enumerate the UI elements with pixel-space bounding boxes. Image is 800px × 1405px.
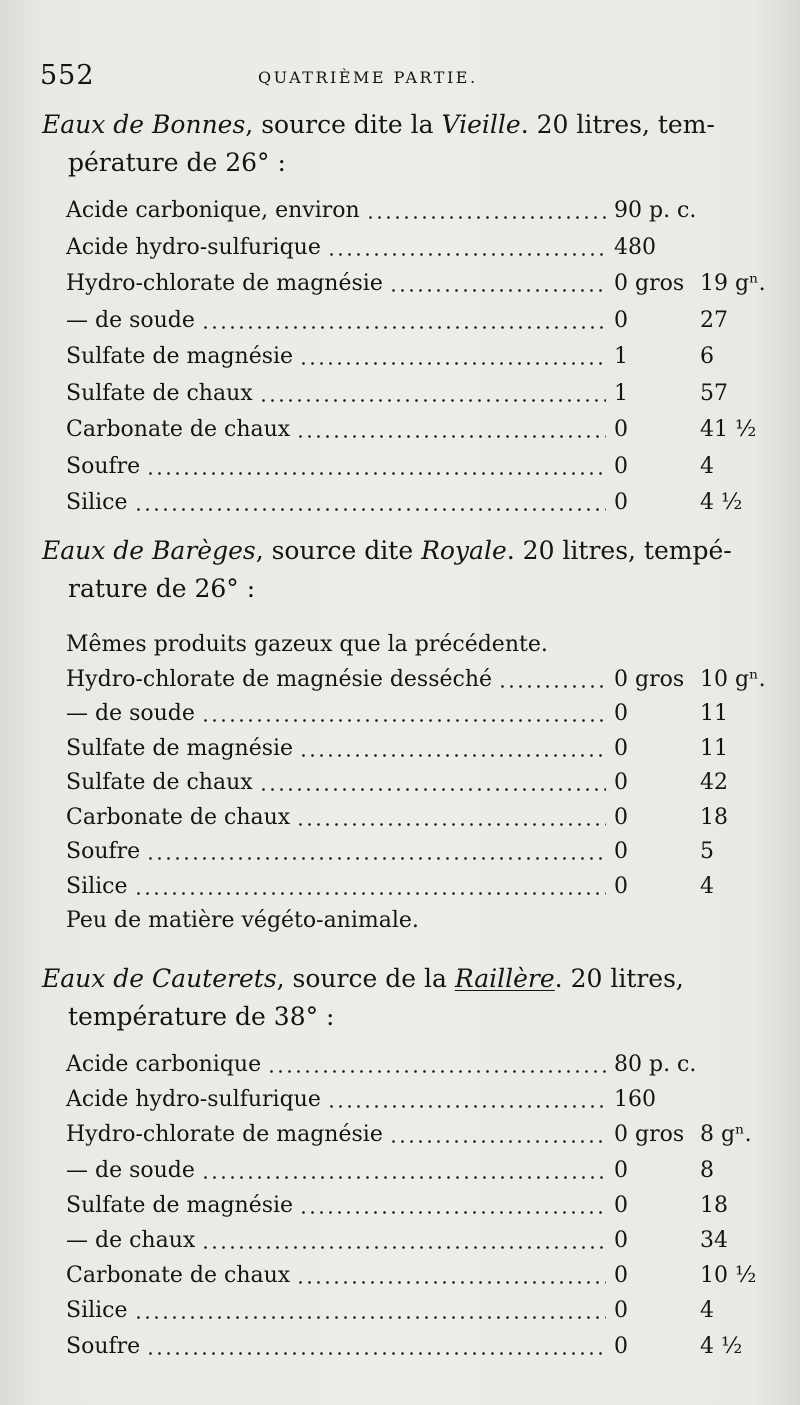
table-row	[0, 632, 800, 662]
dot-leader	[259, 399, 606, 402]
dot-leader	[201, 719, 606, 722]
quantity-secondary: 6	[700, 344, 714, 369]
table-row	[0, 417, 800, 447]
dot-leader	[267, 1070, 606, 1073]
section-title-line2: pérature de 26° :	[68, 148, 286, 177]
table-row	[0, 490, 800, 520]
quantity-primary: 80 p. c.	[614, 1052, 697, 1077]
quantity-primary: 0	[614, 1263, 628, 1289]
table-row	[0, 198, 800, 228]
substance-name: Soufre	[66, 1333, 141, 1359]
substance-name: Sulfate de magnésie	[66, 735, 294, 761]
table-row	[0, 1263, 800, 1293]
quantity-secondary: 8 gⁿ.	[700, 1122, 752, 1148]
quantity-primary: 1	[614, 380, 628, 406]
quantity-secondary: 8	[700, 1157, 714, 1183]
quantity-primary: 0	[614, 1157, 628, 1183]
dot-leader	[259, 788, 606, 791]
table-row	[0, 839, 800, 869]
quantity-secondary: 34	[700, 1228, 728, 1253]
quantity-primary: 1	[614, 344, 628, 369]
quantity-secondary: 10 ½	[700, 1263, 757, 1289]
table-row	[0, 308, 800, 338]
dot-leader	[299, 1211, 606, 1214]
table-row	[0, 1193, 800, 1223]
table-row	[0, 805, 800, 835]
dot-leader	[366, 216, 606, 219]
quantity-secondary: 11	[700, 701, 728, 726]
dot-leader	[299, 362, 606, 365]
dot-leader	[134, 892, 606, 895]
section-title: Eaux de Barèges, source dite Royale. 20 litres, tempé-	[42, 536, 732, 565]
quantity-primary: 0	[614, 701, 628, 726]
substance-name: Mêmes produits gazeux que la précédente.	[66, 632, 548, 657]
substance-name: Acide hydro-sulfurique	[66, 234, 321, 260]
quantity-primary: 0	[614, 1228, 628, 1253]
quantity-secondary: 41 ½	[700, 417, 757, 442]
quantity-primary: 0	[614, 307, 628, 333]
quantity-primary: 0	[614, 417, 628, 442]
quantity-secondary: 10 gⁿ.	[700, 666, 766, 692]
table-row	[0, 736, 800, 766]
substance-name: Hydro-chlorate de magnésie	[66, 1122, 383, 1148]
table-row	[0, 874, 800, 904]
dot-leader	[146, 857, 606, 860]
quantity-primary: 0	[614, 1192, 628, 1218]
dot-leader	[146, 472, 606, 475]
substance-name: Peu de matière végéto-animale.	[66, 908, 419, 933]
table-row	[0, 271, 800, 301]
quantity-primary: 0	[614, 770, 628, 795]
quantity-primary: 0 gros	[614, 1122, 685, 1148]
substance-name: — de soude	[66, 307, 195, 333]
substance-name: Silice	[66, 873, 128, 899]
table-row	[0, 235, 800, 265]
dot-leader	[498, 685, 606, 688]
dot-leader	[134, 1316, 606, 1319]
table-row	[0, 344, 800, 374]
dot-leader	[296, 1281, 606, 1284]
quantity-primary: 0 gros	[614, 666, 685, 692]
substance-name: Sulfate de magnésie	[66, 344, 294, 369]
substance-name: — de soude	[66, 1157, 195, 1183]
quantity-primary: 480	[614, 234, 656, 260]
dot-leader	[389, 289, 606, 292]
table-row	[0, 1228, 800, 1258]
page-number: 552	[40, 60, 95, 91]
substance-name: Acide carbonique, environ	[66, 198, 360, 223]
substance-name: Silice	[66, 490, 128, 515]
substance-name: Silice	[66, 1298, 128, 1324]
table-row	[0, 1122, 800, 1152]
substance-name: Hydro-chlorate de magnésie desséché	[66, 666, 493, 692]
dot-leader	[146, 1352, 606, 1355]
quantity-primary: 0	[614, 490, 628, 515]
quantity-secondary: 27	[700, 307, 728, 333]
substance-name: Soufre	[66, 839, 141, 864]
dot-leader	[299, 754, 606, 757]
dot-leader	[327, 1105, 606, 1108]
quantity-secondary: 57	[700, 380, 728, 406]
table-row	[0, 1052, 800, 1082]
dot-leader	[296, 435, 606, 438]
quantity-primary: 0	[614, 839, 628, 864]
substance-name: Sulfate de chaux	[66, 770, 253, 795]
quantity-secondary: 11	[700, 735, 728, 761]
running-title: QUATRIÈME PARTIE.	[258, 68, 478, 87]
quantity-secondary: 19 gⁿ.	[700, 271, 766, 296]
table-row	[0, 667, 800, 697]
quantity-primary: 0	[614, 1298, 628, 1324]
dot-leader	[296, 823, 606, 826]
dot-leader	[134, 508, 606, 511]
table-row	[0, 1298, 800, 1328]
table-row	[0, 1158, 800, 1188]
quantity-secondary: 4 ½	[700, 490, 743, 515]
substance-name: Acide hydro-sulfurique	[66, 1087, 321, 1113]
quantity-primary: 90 p. c.	[614, 198, 697, 223]
quantity-secondary: 4	[700, 453, 714, 479]
table-row	[0, 701, 800, 731]
substance-name: Carbonate de chaux	[66, 804, 291, 830]
substance-name: Carbonate de chaux	[66, 1263, 291, 1289]
dot-leader	[201, 1176, 606, 1179]
quantity-primary: 0 gros	[614, 271, 685, 296]
quantity-primary: 0	[614, 735, 628, 761]
substance-name: — de soude	[66, 701, 195, 726]
table-row	[0, 1334, 800, 1364]
substance-name: — de chaux	[66, 1228, 196, 1253]
table-row	[0, 454, 800, 484]
quantity-secondary: 4	[700, 1298, 714, 1324]
quantity-secondary: 18	[700, 1192, 728, 1218]
quantity-secondary: 42	[700, 770, 728, 795]
quantity-primary: 0	[614, 873, 628, 899]
section-title-line2: rature de 26° :	[68, 574, 256, 603]
page-header	[0, 60, 800, 100]
section-title-line2: température de 38° :	[68, 1002, 335, 1031]
quantity-secondary: 5	[700, 839, 714, 864]
section-title: Eaux de Bonnes, source dite la Vieille. 20 litres, tem-	[42, 110, 715, 139]
table-row	[0, 1087, 800, 1117]
substance-name: Carbonate de chaux	[66, 417, 291, 442]
table-row	[0, 908, 800, 938]
quantity-primary: 0	[614, 453, 628, 479]
quantity-primary: 0	[614, 1333, 628, 1359]
table-row	[0, 381, 800, 411]
dot-leader	[201, 1246, 606, 1249]
quantity-primary: 0	[614, 804, 628, 830]
quantity-primary: 160	[614, 1087, 656, 1113]
substance-name: Sulfate de chaux	[66, 380, 253, 406]
dot-leader	[389, 1140, 606, 1143]
substance-name: Sulfate de magnésie	[66, 1192, 294, 1218]
substance-name: Acide carbonique	[66, 1052, 262, 1077]
substance-name: Soufre	[66, 453, 141, 479]
quantity-secondary: 18	[700, 804, 728, 830]
dot-leader	[327, 253, 606, 256]
dot-leader	[201, 326, 606, 329]
section-title: Eaux de Cauterets, source de la Raillère. 20 litres,	[42, 964, 684, 993]
table-row	[0, 770, 800, 800]
quantity-secondary: 4	[700, 873, 714, 899]
substance-name: Hydro-chlorate de magnésie	[66, 271, 383, 296]
quantity-secondary: 4 ½	[700, 1333, 743, 1359]
